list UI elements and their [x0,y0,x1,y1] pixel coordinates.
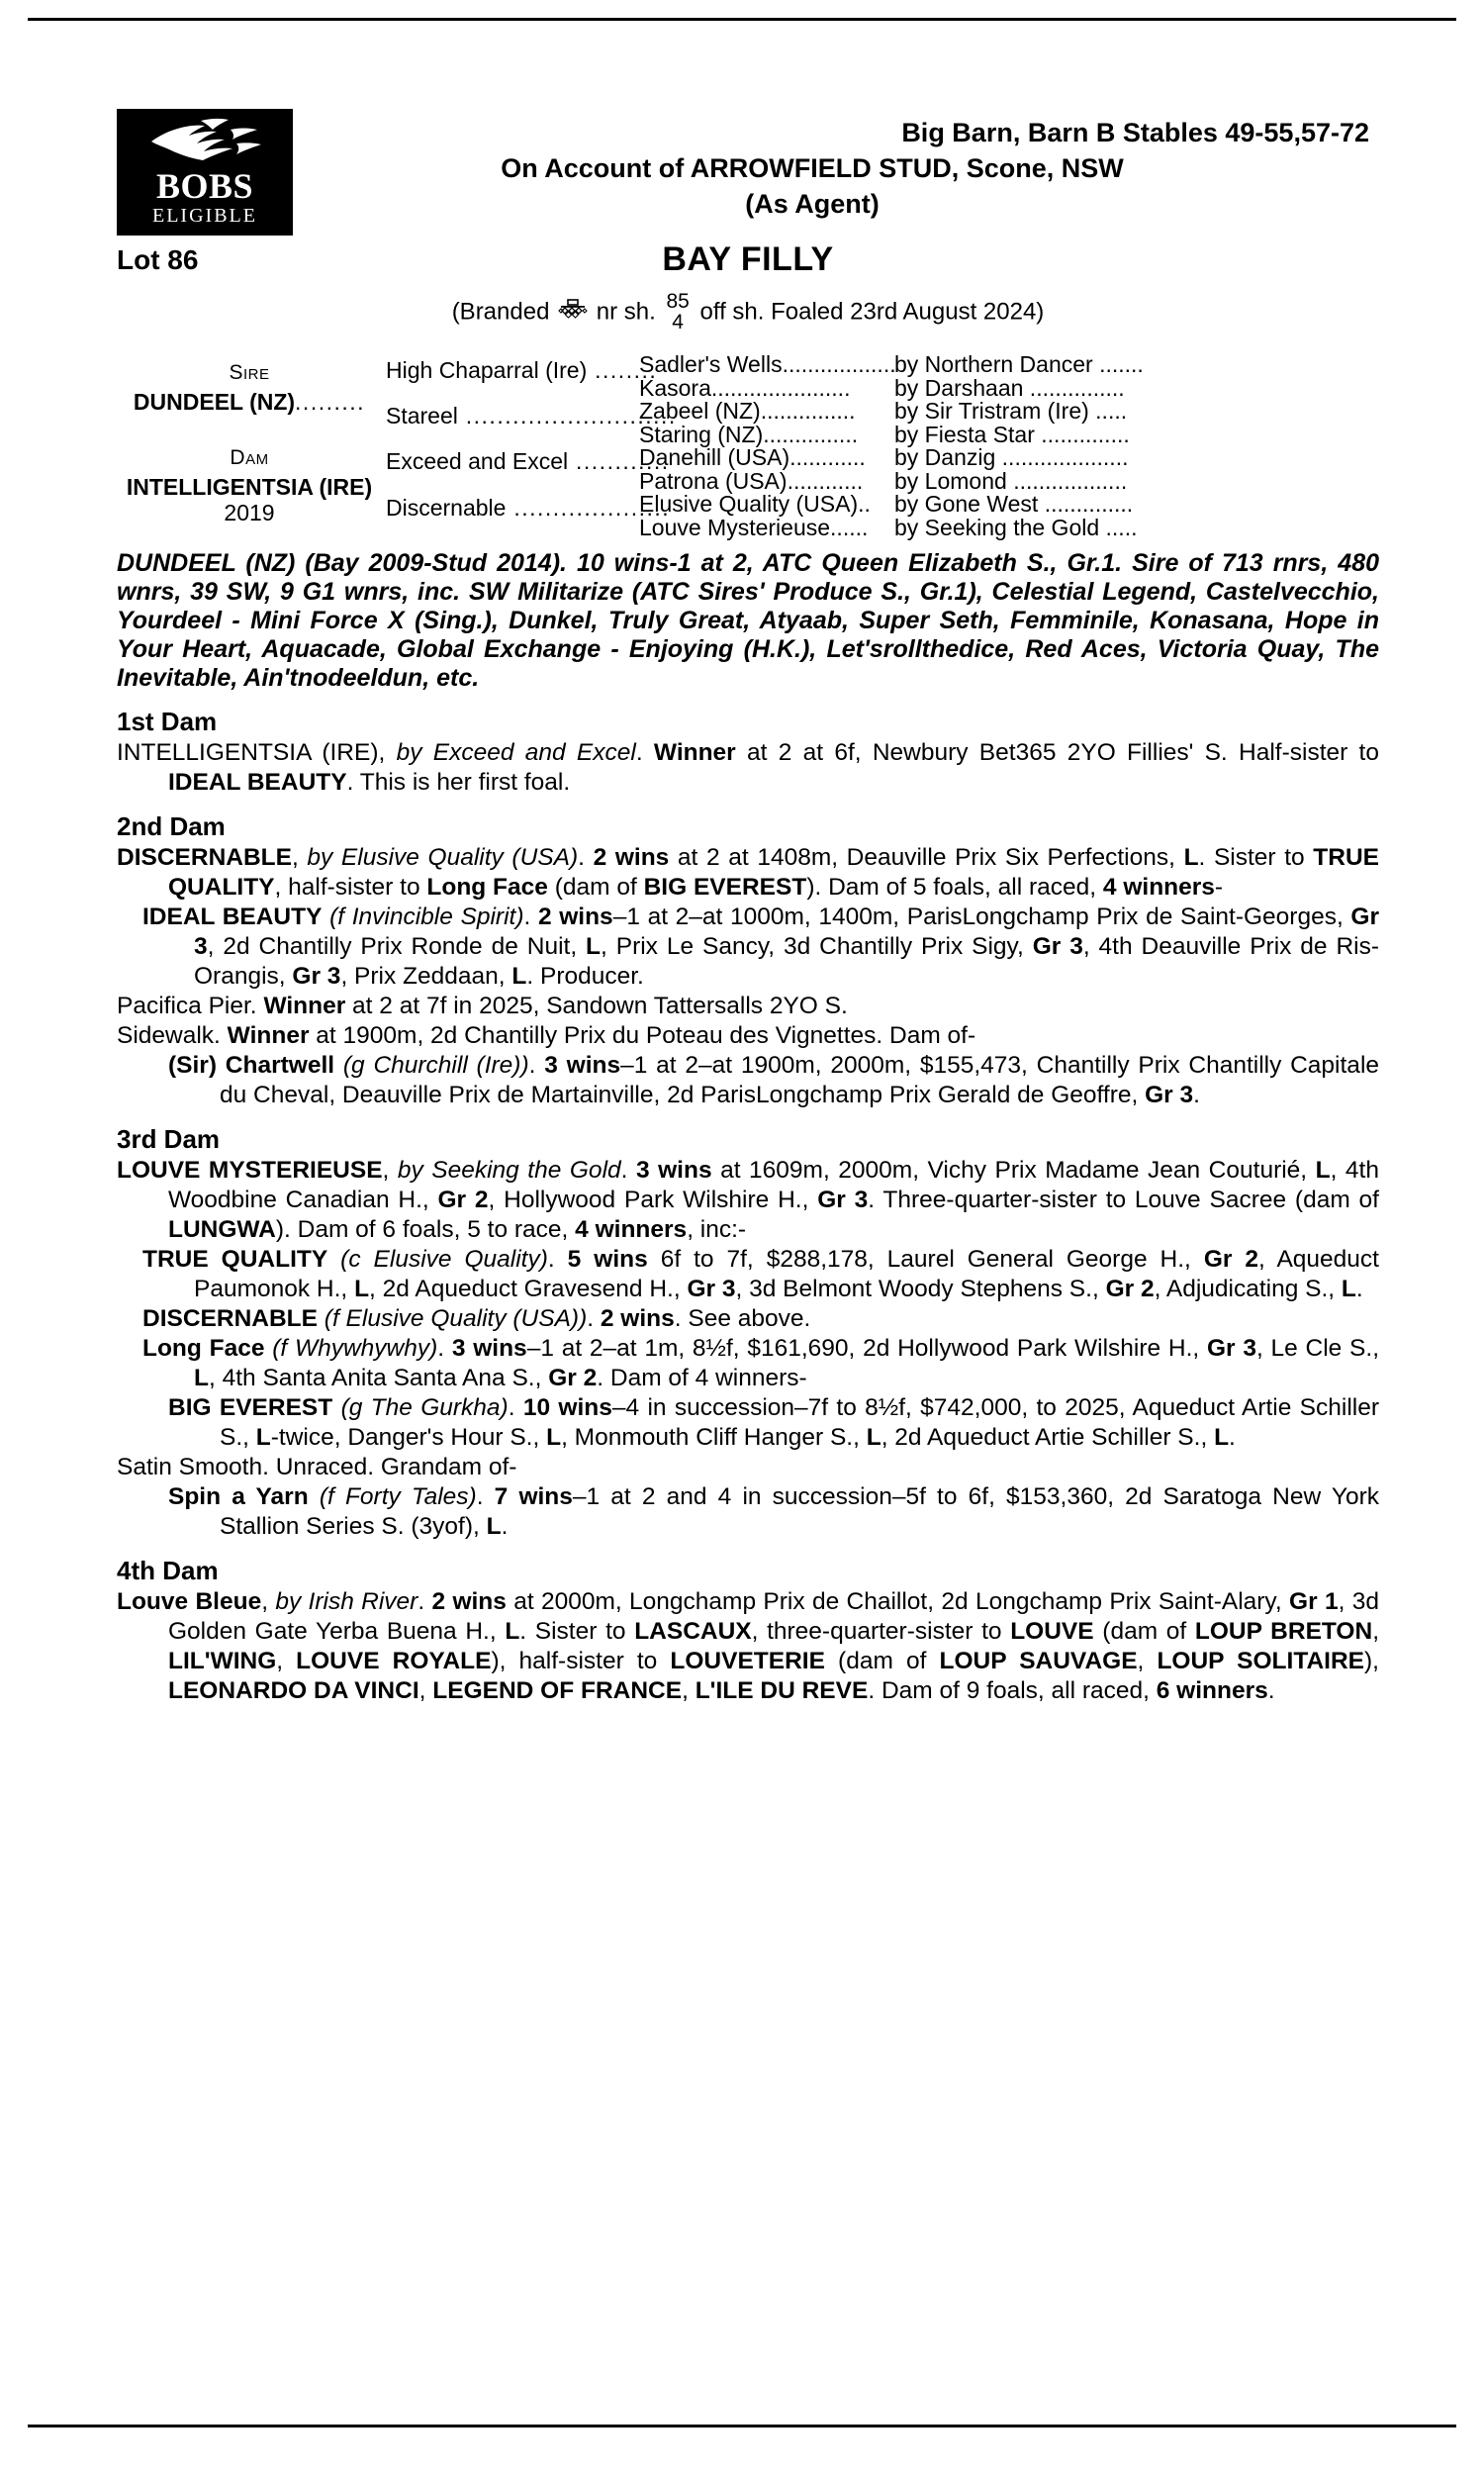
sire-label: Sire [229,361,270,384]
entry-text [322,904,329,930]
entry-text: , 2d Chantilly Prix Ronde de Nuit, [207,933,587,960]
pedigree-cell-name: Discernable [386,495,507,521]
lot-line [117,240,1379,292]
entry-bold: Gr 1 [1289,1588,1339,1615]
entry-bold: TRUE QUALITY [142,1246,328,1273]
entry-text: , 2d Aqueduct Gravesend H., [369,1276,688,1302]
entry-text: , 3d Belmont Woody Stephens S., [735,1276,1106,1302]
entry-text: , [1137,1648,1158,1674]
pedigree-entry [117,738,1379,798]
entry-italic: (g Churchill (Ire)) [342,1052,529,1079]
entry-bold: TRUE QUALITY [168,844,1379,901]
sire-name-row [117,389,382,416]
header [117,59,1379,242]
entry-text: . [620,1157,636,1184]
entry-text: at 1900m, 2d Chantilly Prix du Poteau des Vignettes. Dam of- [309,1022,976,1049]
barn-location: Big Barn, Barn B Stables 49-55,57-72 [901,118,1369,147]
pedigree-cell-name: Stareel [386,403,458,428]
entry-text: . [508,1394,523,1421]
entry-text: at 2 at 1408m, Deauville Prix Six Perfections, [669,844,1184,871]
entry-text: , Prix Le Sancy, 3d Chantilly Prix Sigy, [601,933,1033,960]
entry-text: , [291,844,308,871]
pedigree-cell-name: by Fiesta Star [894,421,1035,447]
entry-bold: Gr 2 [548,1365,598,1391]
page-content [117,59,1379,1706]
pedigree-cell-dots: ............ [789,444,866,470]
sire-name: DUNDEEL (NZ) [133,389,296,415]
entry-text: . [528,1052,545,1079]
entry-bold: BIG EVEREST [643,874,807,901]
entry-bold: IDEAL BEAUTY [168,769,347,796]
entry-text: , [1372,1618,1379,1645]
pedigree-cell-dots: ............ [568,448,670,474]
entry-bold: 4 winners [575,1216,688,1243]
entry-bold: L [866,1424,881,1451]
entry-bold: LOUP SOLITAIRE [1157,1648,1365,1674]
entry-text: (dam of [1093,1618,1195,1645]
entry-bold: L [1183,844,1199,871]
entry-text: . Dam of 9 foals, all raced, [868,1677,1157,1704]
entry-text: , 4th Deauville Prix de Ris-Orangis, [194,933,1380,990]
pedigree-cell-dots: ........................... [457,403,677,428]
brand-near-shoulder: nr sh. [596,298,656,326]
entry-text: , [418,1677,433,1704]
entry-text: , half-sister to [274,874,427,901]
entry-text: –1 at 2–at 1m, 8½f, $161,690, 2d Hollywood Park Wilshire H., [526,1335,1207,1362]
dam-sections [117,707,1379,1706]
pedigree-cell [386,403,677,429]
pedigree-cell-dots: ..... [1088,398,1128,424]
pedigree-entry [117,1245,1379,1304]
entry-bold: L [586,933,602,960]
entry-italic: by Seeking the Gold [397,1157,621,1184]
entry-italic: (g The Gurkha) [340,1394,509,1421]
dam-section-heading: 4th Dam [117,1556,219,1585]
brand-prefix: (Branded [451,298,550,326]
entry-bold: (Sir) Chartwell [168,1052,335,1079]
entry-bold: L'ILE DU REVE [695,1677,869,1704]
entry-text: Sidewalk. [117,1022,228,1049]
entry-text: , Monmouth Cliff Hanger S., [561,1424,867,1451]
consignor-block [245,115,1379,222]
brand-line [117,292,1379,333]
entry-bold: Gr 2 [437,1187,489,1213]
pedigree-cell-name: Zabeel (NZ) [639,398,761,424]
entry-text: , [276,1648,297,1674]
entry-text: . Sister to [1198,844,1314,871]
entry-bold: Winner [653,739,736,766]
entry-text [334,1052,343,1079]
entry-text: -twice, Danger's Hour S., [270,1424,547,1451]
entry-bold: 2 wins [537,904,613,930]
entry-text: , inc:- [687,1216,747,1243]
entry-text: . This is her first foal. [346,769,571,796]
entry-text: , Prix Zeddaan, [340,963,512,990]
entry-bold: LEONARDO DA VINCI [168,1677,419,1704]
pedigree-cell-dots: .. [858,491,871,517]
entry-bold: Gr 3 [1032,933,1083,960]
entry-bold: L [255,1424,271,1451]
pedigree-cell-dots: ............ [787,467,864,494]
entry-text: . Dam of 4 winners- [597,1365,807,1391]
pedigree-table [117,349,1379,539]
entry-text [327,1246,340,1273]
entry-text [318,1305,325,1332]
entry-text: ), half-sister to [491,1648,671,1674]
entry-text: . See above. [674,1305,811,1332]
entry-bold: L [194,1365,209,1391]
pedigree-entry [117,1156,1379,1245]
entry-bold: L [505,1618,520,1645]
entry-text: at 2 at 7f in 2025, Sandown Tattersalls 2YO S. [345,993,848,1019]
entry-text: . [1229,1424,1236,1451]
pedigree-cell-name: Patrona (USA) [639,467,788,494]
entry-bold: Long Face [426,874,548,901]
entry-bold: 2 wins [431,1588,507,1615]
entry-bold: Gr 2 [1203,1246,1259,1273]
entry-italic: (f Elusive Quality (USA)) [324,1305,588,1332]
pedigree-cell [894,515,1137,541]
entry-text: –4 in succession–7f to 8½f, $742,000, to 2025, Aqueduct Artie Schiller S., [220,1394,1379,1451]
entry-bold: Gr 3 [1206,1335,1256,1362]
entry-italic: by Exceed and Excel [396,739,636,766]
entry-bold: L [486,1513,502,1540]
pedigree-entry [117,1051,1379,1110]
entry-text: . [1193,1082,1200,1108]
pedigree-cell-dots: .............. [1034,421,1130,447]
entry-bold: LOUP BRETON [1194,1618,1373,1645]
entry-bold: 5 wins [567,1246,648,1273]
dam-section-heading: 1st Dam [117,707,218,736]
bobs-eligible-label: ELIGIBLE [152,205,257,227]
pedigree-cell-name: Louve Mysterieuse [639,514,831,540]
entry-text: . [476,1483,495,1510]
pedigree-cell-name: High Chaparral (Ire) [386,357,588,383]
entry-text: , Le Cle S., [1255,1335,1380,1362]
entry-bold: LOUVE ROYALE [296,1648,492,1674]
entry-italic: (c Elusive Quality) [340,1246,548,1273]
entry-bold: LOUVE MYSTERIEUSE [117,1157,383,1184]
entry-text: , Aqueduct Paumonok H., [194,1246,1379,1302]
pedigree-entry [117,1334,1379,1393]
entry-bold: 6 winners [1156,1677,1268,1704]
entry-text: . Sister to [519,1618,635,1645]
bottom-rule [28,2425,1456,2427]
entry-text: Pacifica Pier. [117,993,264,1019]
sire-dots: ......... [295,389,366,415]
entry-text: , 2d Aqueduct Artie Schiller S., [881,1424,1215,1451]
entry-bold: 3 wins [451,1335,527,1362]
entry-bold: LIL'WING [168,1648,277,1674]
entry-text: –1 at 2–at 1000m, 1400m, ParisLongchamp Prix de Saint-Georges, [612,904,1351,930]
entry-bold: Gr 3 [1145,1082,1194,1108]
entry-text: . Three-quarter-sister to Louve Sacree (dam of [868,1187,1379,1213]
entry-text: - [1214,874,1224,901]
pedigree-cell-name: by Sir Tristram (Ire) [894,398,1089,424]
entry-bold: 3 wins [635,1157,712,1184]
pedigree-entry [117,1393,1379,1453]
entry-bold: L [354,1276,370,1302]
entry-text: Satin Smooth. Unraced. Grandam of- [117,1454,517,1480]
entry-text: , [382,1157,398,1184]
pedigree-cell-dots: .................. [782,351,896,377]
entry-text: . [523,904,538,930]
entry-bold: 3 wins [544,1052,621,1079]
entry-text: . [1355,1276,1363,1302]
entry-bold: 7 wins [494,1483,573,1510]
pedigree-cell-name: Danehill (USA) [639,444,790,470]
entry-bold: LOUVE [1010,1618,1094,1645]
pedigree-cell-name: by Seeking the Gold [894,514,1100,540]
entry-text: –1 at 2–at 1900m, 2000m, $155,473, Chantilly Prix Chantilly Capitale du Cheval, Deauville Prix de Martainville, 2d ParisLongchamp Prix Gerald de Geoffre, [220,1052,1380,1108]
pedigree-cell-name: Staring (NZ) [639,421,764,447]
entry-text: . [547,1246,568,1273]
entry-text: . [501,1513,509,1540]
entry-bold: DISCERNABLE [142,1305,318,1332]
pedigree-cell-dots: .................. [1006,467,1128,494]
entry-text: . [417,1588,432,1615]
pedigree-cell-dots: ...................... [710,374,851,401]
entry-italic: (f Forty Tales) [319,1483,477,1510]
entry-bold: LASCAUX [634,1618,752,1645]
entry-bold: LEGEND OF FRANCE [432,1677,683,1704]
pedigree-entry [117,1021,1379,1051]
entry-bold: 4 winners [1102,874,1215,901]
pedigree-cell-name: by Gone West [894,491,1039,517]
dam-section-heading: 3rd Dam [117,1124,221,1154]
entry-italic: by Elusive Quality (USA) [307,844,579,871]
pedigree-entry [117,903,1379,992]
entry-text: (dam of [547,874,644,901]
entry-text: . [578,844,594,871]
entry-text: at 2000m, Longchamp Prix de Chaillot, 2d Longchamp Prix Saint-Alary, [506,1588,1290,1615]
entry-text: ). Dam of 5 foals, all raced, [806,874,1103,901]
entry-bold: BIG EVEREST [168,1394,333,1421]
pedigree-cell-dots: ....... [1092,351,1144,377]
dam-name: INTELLIGENTSIA (IRE) [126,474,373,500]
top-rule [28,18,1456,21]
pedigree-cell-dots: ..... [1099,514,1138,540]
pedigree-cell-name: Sadler's Wells [639,351,783,377]
pedigree-cell-dots: .................... [995,444,1129,470]
pedigree-cell-name: Kasora [639,374,711,401]
pedigree-entry [117,1482,1379,1542]
entry-text: ). Dam of 6 foals, 5 to race, [275,1216,576,1243]
entry-text [332,1394,340,1421]
page-title: BAY FILLY [662,240,834,278]
entry-text: , Adjudicating S., [1154,1276,1342,1302]
brand-numerator: 85 [666,290,690,313]
entry-text: . [587,1305,601,1332]
pedigree-cell [386,448,670,475]
entry-bold: LOUP SAUVAGE [939,1648,1138,1674]
lot-number: Lot 86 [117,244,199,275]
entry-text: , 4th Santa Anita Santa Ana S., [208,1365,549,1391]
entry-bold: Louve Bleue [117,1588,262,1615]
pedigree-cell-dots: ............... [763,421,859,447]
entry-bold: L [1315,1157,1331,1184]
entry-bold: LUNGWA [168,1216,276,1243]
entry-bold: Gr 2 [1105,1276,1155,1302]
entry-text: . [1267,1677,1275,1704]
entry-bold: 10 wins [522,1394,612,1421]
account-of: On Account of ARROWFIELD STUD, Scone, NSW [501,153,1124,183]
entry-text: –1 at 2 and 4 in succession–5f to 6f, $153,360, 2d Saratoga New York Stallion Series S. (3yof), [220,1483,1379,1540]
entry-text: at 2 at 6f, Newbury Bet365 2YO Fillies' S. Half-sister to [735,739,1379,766]
entry-bold: L [1214,1424,1230,1451]
entry-text: INTELLIGENTSIA (IRE), [117,739,397,766]
pedigree-entry [117,992,1379,1021]
entry-text: ), [1364,1648,1379,1674]
entry-bold: Long Face [142,1335,265,1362]
pedigree-cell-dots: .............. [1038,491,1134,517]
brand-denominator: 4 [672,311,684,333]
entry-text: at 1609m, 2000m, Vichy Prix Madame Jean Couturié, [711,1157,1316,1184]
entry-italic: (f Whywhywhy) [272,1335,438,1362]
pedigree-cell-dots: ...... [830,514,869,540]
entry-bold: Gr 3 [687,1276,736,1302]
entry-italic: (f Invincible Spirit) [329,904,524,930]
as-agent: (As Agent) [745,189,880,219]
pedigree-cell-dots: ........ [587,357,658,383]
entry-bold: L [546,1424,562,1451]
entry-bold: Gr 3 [194,904,1380,960]
sire-summary-paragraph: DUNDEEL (NZ) (Bay 2009-Stud 2014). 10 wins-1 at 2, ATC Queen Elizabeth S., Gr.1. Sire of 713 rnrs, 480 wnrs, 39 SW, 9 G1 wnrs, inc. SW Militarize (ATC Sires' Produce S., Gr.1), Celestial Legend, Castelvecchio, Yourdeel - Mini Force X (Sing.), Dunkel, Truly Great, Atyaab, Super Seth, Femminile, Konasana, Hope in Your Heart, Aquacade, Global Exchange - Enjoying (H.K.), Let'srollthedice, Red Aces, Victoria Quay, The Inevitable, Ain'tnodeeldun, etc. [117,549,1379,692]
entry-text: . [635,739,654,766]
pedigree-cell-name: by Darshaan [894,374,1024,401]
entry-bold: 2 wins [600,1305,675,1332]
entry-italic: by Irish River [275,1588,418,1615]
entry-bold: Gr 3 [817,1187,869,1213]
pedigree-cell-name: by Danzig [894,444,996,470]
entry-text: 6f to 7f, $288,178, Laurel General George H., [647,1246,1204,1273]
pedigree-cell-name: Exceed and Excel [386,448,569,474]
brand-suffix: off sh. Foaled 23rd August 2024) [699,298,1045,326]
entry-bold: Winner [263,993,346,1019]
pedigree-cell-dots: ............... [760,398,856,424]
entry-bold: Winner [227,1022,310,1049]
entry-bold: DISCERNABLE [117,844,292,871]
entry-text: . Producer. [526,963,644,990]
entry-text: . [437,1335,452,1362]
dam-section-heading: 2nd Dam [117,811,226,841]
entry-bold: Spin a Yarn [168,1483,309,1510]
pedigree-cell [639,515,868,541]
dam-year: 2019 [224,500,275,525]
pedigree-cell-dots: ............... [1023,374,1125,401]
entry-text: , [682,1677,696,1704]
pedigree-entry [117,843,1379,903]
entry-text: , [261,1588,276,1615]
bobs-wordmark: BOBS [155,166,254,206]
brand-fraction [666,291,689,333]
entry-text: , three-quarter-sister to [751,1618,1011,1645]
entry-bold: Gr 3 [292,963,341,990]
pedigree-cell-name: Elusive Quality (USA) [639,491,859,517]
pedigree-entry [117,1304,1379,1334]
entry-bold: 2 wins [593,844,670,871]
entry-bold: IDEAL BEAUTY [142,904,323,930]
entry-bold: L [511,963,527,990]
pedigree-entry [117,1453,1379,1482]
entry-bold: L [1341,1276,1356,1302]
stud-brand-icon [558,299,588,321]
entry-text: , 3d Golden Gate Yerba Buena H., [168,1588,1379,1645]
dam-label: Dam [230,446,269,469]
pedigree-cell [386,495,671,522]
pedigree-cell-name: by Northern Dancer [894,351,1093,377]
pedigree-cell-name: by Lomond [894,467,1007,494]
entry-text: , 4th Woodbine Canadian H., [168,1157,1379,1213]
entry-bold: LOUVETERIE [670,1648,825,1674]
pedigree-cell [386,357,658,384]
entry-text: (dam of [824,1648,940,1674]
pedigree-cell-dots: .................... [506,495,671,521]
pedigree-entry [117,1587,1379,1706]
entry-text: , Hollywood Park Wilshire H., [488,1187,818,1213]
entry-text [309,1483,320,1510]
